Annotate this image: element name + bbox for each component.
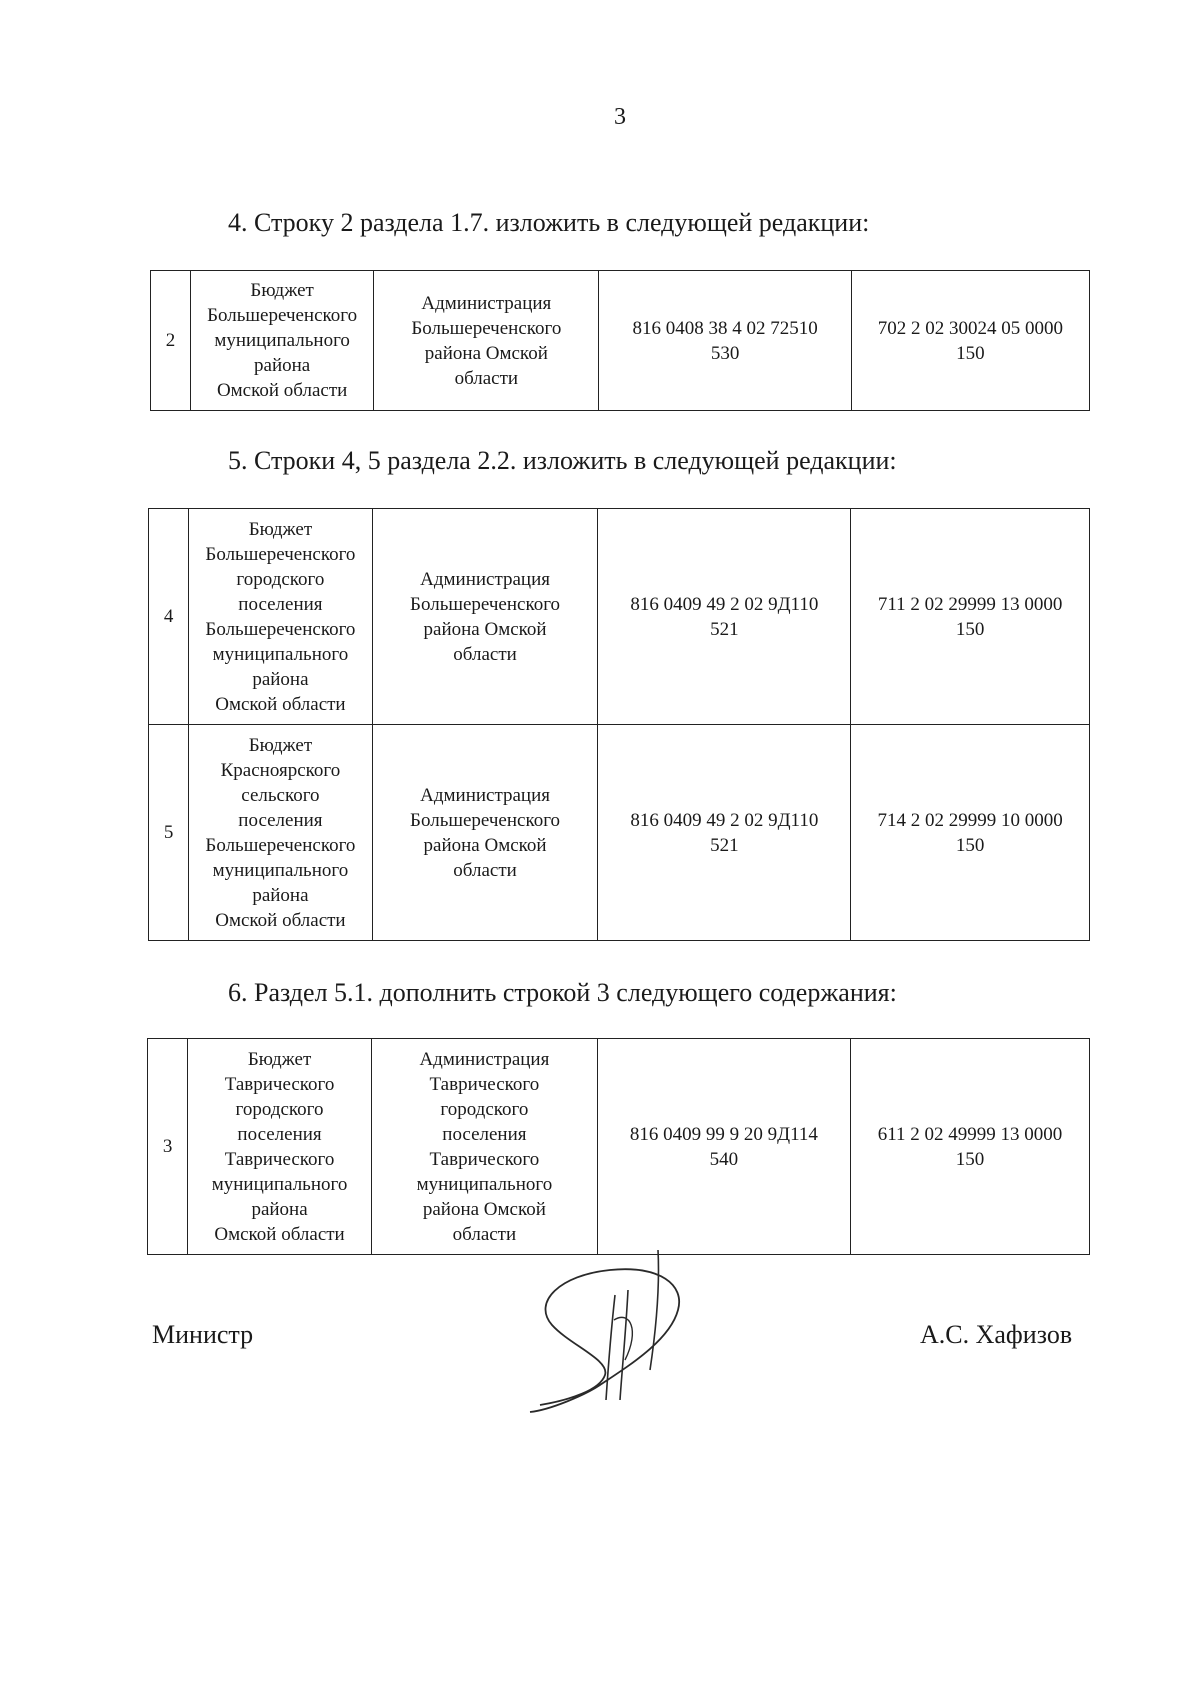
table-row bbox=[149, 509, 1090, 725]
budget-name-cell bbox=[189, 725, 373, 941]
row-number-cell bbox=[149, 509, 189, 725]
cell-line: муниципального bbox=[211, 1173, 348, 1195]
cell-line: городского bbox=[235, 1098, 324, 1120]
section-6-heading: 6. Раздел 5.1. дополнить строкой 3 следующего содержания: bbox=[228, 978, 897, 1007]
administrator-cell bbox=[371, 1039, 597, 1255]
cell-line: 540 bbox=[709, 1148, 739, 1170]
cell-line: Большереченского bbox=[411, 317, 562, 339]
cell-line: 816 0409 99 9 20 9Д114 bbox=[629, 1123, 818, 1145]
cell-line: Администрация bbox=[421, 292, 552, 314]
cell-line: 816 0408 38 4 02 72510 bbox=[632, 317, 818, 339]
cell-line: 3 bbox=[162, 1136, 173, 1157]
section-4-heading: 4. Строку 2 раздела 1.7. изложить в следующей редакции: bbox=[228, 208, 870, 237]
cell-line: Большереченского bbox=[207, 305, 358, 326]
cell-line: поселения bbox=[442, 1123, 527, 1145]
page-number: 3 bbox=[614, 104, 626, 130]
minister-title: Министр bbox=[152, 1320, 254, 1349]
cell-line: Администрация bbox=[419, 1048, 550, 1070]
expense-code-cell bbox=[598, 725, 851, 941]
table-row bbox=[148, 1039, 1090, 1255]
cell-line: Омской области bbox=[214, 1223, 345, 1245]
cell-line: поселения bbox=[237, 1123, 322, 1145]
cell-line: Таврического bbox=[224, 1148, 335, 1170]
revenue-code-cell bbox=[850, 1039, 1089, 1255]
row-number-cell bbox=[148, 1039, 188, 1255]
cell-line: сельского bbox=[241, 784, 320, 806]
cell-line: района bbox=[251, 1198, 308, 1220]
cell-line: района Омской bbox=[424, 342, 548, 364]
cell-line: 530 bbox=[710, 342, 740, 364]
cell-line: Администрация bbox=[420, 568, 551, 590]
cell-line: района bbox=[254, 355, 311, 376]
cell-line: 611 2 02 49999 13 0000 bbox=[877, 1123, 1063, 1145]
cell-line: 816 0409 49 2 02 9Д110 bbox=[630, 809, 819, 831]
cell-line: Бюджет bbox=[250, 280, 314, 301]
cell-line: Большереченского bbox=[410, 809, 561, 831]
expense-code-cell bbox=[597, 1039, 850, 1255]
cell-line: 714 2 02 29999 10 0000 bbox=[877, 809, 1063, 831]
budget-name-cell bbox=[191, 271, 374, 411]
table-section-1-7 bbox=[150, 270, 1090, 411]
administrator-cell bbox=[374, 271, 599, 411]
cell-line: 702 2 02 30024 05 0000 bbox=[877, 317, 1063, 339]
cell-line: муниципального bbox=[416, 1173, 553, 1195]
cell-line: Таврического bbox=[429, 1073, 540, 1095]
cell-line: поселения bbox=[238, 809, 323, 831]
cell-line: 521 bbox=[710, 834, 739, 856]
cell-line: Большереченского bbox=[205, 618, 356, 640]
cell-line: поселения bbox=[238, 593, 323, 615]
budget-name-cell bbox=[188, 1039, 372, 1255]
table-section-5-1 bbox=[147, 1038, 1090, 1255]
cell-line: Большереченского bbox=[205, 834, 356, 856]
cell-line: 4 bbox=[163, 606, 174, 627]
table-row bbox=[149, 725, 1090, 941]
cell-line: 711 2 02 29999 13 0000 bbox=[877, 593, 1063, 615]
cell-line: области bbox=[453, 643, 517, 665]
cell-line: 521 bbox=[710, 618, 739, 640]
cell-line: района Омской bbox=[423, 618, 547, 640]
cell-line: области bbox=[452, 1223, 517, 1245]
cell-line: Таврического bbox=[224, 1073, 335, 1095]
cell-line: района bbox=[252, 668, 309, 690]
cell-line: городского bbox=[440, 1098, 529, 1120]
cell-line: Администрация bbox=[420, 784, 551, 806]
section-5-heading: 5. Строки 4, 5 раздела 2.2. изложить в следующей редакции: bbox=[228, 446, 897, 475]
cell-line: Бюджет bbox=[248, 518, 313, 540]
revenue-code-cell bbox=[851, 725, 1090, 941]
cell-line: района Омской bbox=[423, 834, 547, 856]
administrator-cell bbox=[372, 725, 598, 941]
cell-line: муниципального bbox=[212, 859, 349, 881]
cell-line: области bbox=[454, 367, 519, 389]
cell-line: городского bbox=[236, 568, 325, 590]
signer-name: А.С. Хафизов bbox=[920, 1320, 1073, 1349]
cell-line: Бюджет bbox=[247, 1048, 312, 1070]
cell-line: Омской области bbox=[215, 909, 346, 931]
row-number-cell bbox=[149, 725, 189, 941]
cell-line: 150 bbox=[955, 834, 985, 856]
cell-line: 150 bbox=[956, 342, 985, 364]
cell-line: Большереченского bbox=[410, 593, 561, 615]
revenue-code-cell bbox=[851, 271, 1089, 411]
cell-line: Большереченского bbox=[205, 543, 356, 565]
signature-image bbox=[510, 1250, 710, 1420]
cell-line: района Омской bbox=[422, 1198, 546, 1220]
cell-line: Красноярского bbox=[220, 759, 341, 781]
row-number-cell bbox=[151, 271, 191, 411]
table-section-2-2 bbox=[148, 508, 1090, 941]
cell-line: 5 bbox=[163, 822, 174, 843]
cell-line: Омской области bbox=[215, 693, 346, 715]
cell-line: муниципального bbox=[212, 643, 349, 665]
cell-line: 2 bbox=[165, 330, 176, 351]
cell-line: Таврического bbox=[429, 1148, 540, 1170]
cell-line: 816 0409 49 2 02 9Д110 bbox=[630, 593, 819, 615]
cell-line: 150 bbox=[955, 1148, 985, 1170]
cell-line: Бюджет bbox=[248, 734, 313, 756]
expense-code-cell bbox=[598, 509, 851, 725]
cell-line: области bbox=[453, 859, 517, 881]
revenue-code-cell bbox=[851, 509, 1090, 725]
cell-line: Омской области bbox=[216, 380, 348, 401]
expense-code-cell bbox=[599, 271, 851, 411]
cell-line: муниципального bbox=[214, 330, 350, 351]
table-row bbox=[151, 271, 1090, 411]
cell-line: района bbox=[252, 884, 309, 906]
cell-line: 150 bbox=[955, 618, 985, 640]
budget-name-cell bbox=[189, 509, 373, 725]
administrator-cell bbox=[372, 509, 598, 725]
